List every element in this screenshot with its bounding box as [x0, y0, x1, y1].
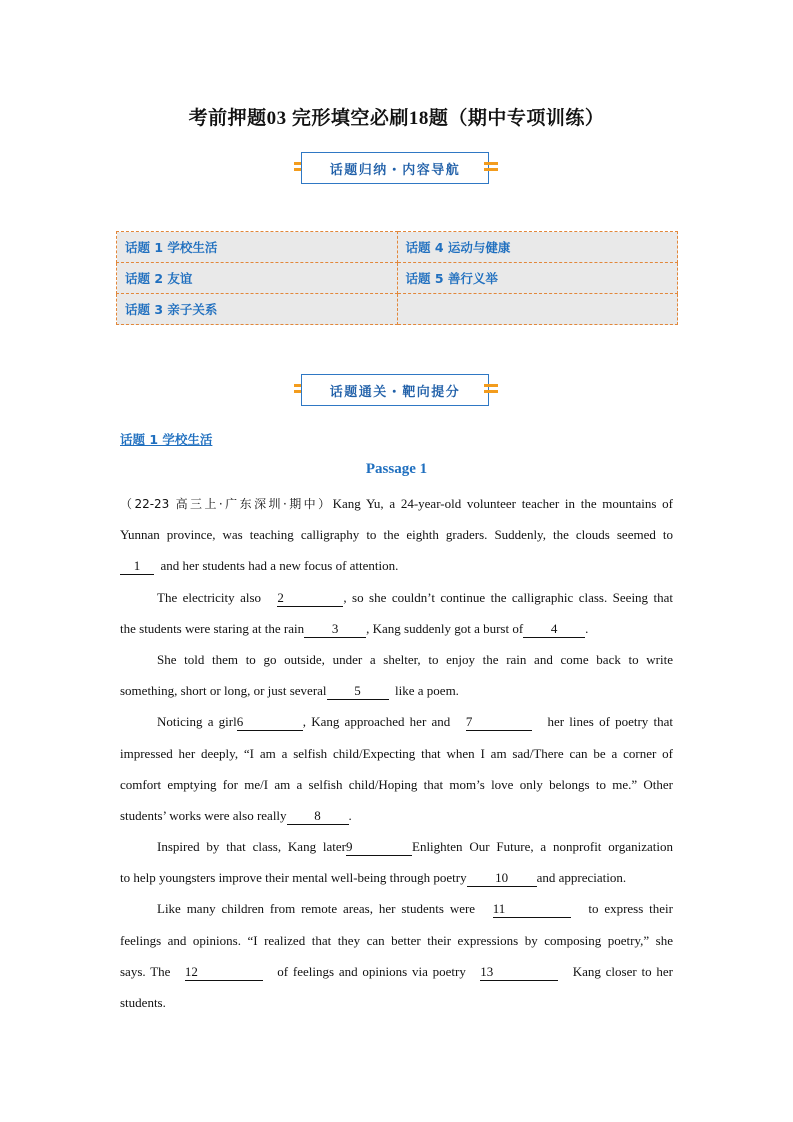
passage-line: comfort emptying for me/I am a selfish child/Hoping that mom’s love only belongs to me.” Other — [120, 776, 673, 792]
table-row — [117, 294, 678, 325]
blank-12[interactable]: 12 — [185, 964, 263, 981]
blank-8[interactable]: 8 — [287, 808, 349, 825]
topics-table — [116, 231, 678, 325]
passage-line: feelings and opinions. “I realized that they can better their expressions by composing poetry,” she — [120, 932, 673, 948]
passage-line: something, short or long, or just several 5 like a poem. — [120, 683, 459, 699]
document-title: 考前押题03 完形填空必刷18题（期中专项训练） — [188, 108, 605, 129]
blank-13[interactable]: 13 — [480, 964, 558, 981]
passage-body — [120, 488, 673, 1018]
source-label: （22-23 高三上·广东深圳·期中） — [120, 497, 333, 511]
passage-line: （22-23 高三上·广东深圳·期中）Kang Yu, a 24-year-old volunteer teacher in the mountains of — [120, 496, 673, 511]
passage-line: Like many children from remote areas, her students were 11 to express their — [157, 901, 673, 917]
banner-topic-navigation — [294, 152, 498, 186]
banner-right-decoration — [484, 384, 498, 396]
passage-line: She told them to go outside, under a shelter, to enjoy the rain and come back to write — [157, 651, 673, 667]
passage-line: Yunnan province, was teaching calligraphy to the eighth graders. Suddenly, the clouds seemed to — [120, 527, 673, 543]
blank-2[interactable]: 2 — [277, 590, 343, 607]
banner-right-decoration — [484, 162, 498, 174]
blank-10[interactable]: 10 — [467, 870, 537, 887]
topic-heading: 话题 1 学校生活 — [120, 432, 213, 447]
topic-cell: 话题 4 运动与健康 — [397, 232, 678, 263]
topic-cell — [397, 294, 678, 325]
banner-label: 话题归纳・内容导航 — [301, 152, 489, 184]
topic-cell: 话题 1 学校生活 — [117, 232, 398, 263]
blank-3[interactable]: 3 — [304, 621, 366, 638]
blank-11[interactable]: 11 — [493, 901, 571, 918]
blank-1[interactable]: 1 — [120, 558, 154, 575]
passage-line: says. The 12 of feelings and opinions via poetry 13 Kang closer to her — [120, 963, 673, 979]
table-row — [117, 263, 678, 294]
topic-cell: 话题 5 善行义举 — [397, 263, 678, 294]
passage-line: students. — [120, 995, 166, 1010]
blank-7[interactable]: 7 — [466, 714, 532, 731]
passage-line: Inspired by that class, Kang later9 Enlighten Our Future, a nonprofit organization — [157, 839, 673, 855]
blank-9[interactable]: 9 — [346, 839, 412, 856]
topic-cell: 话题 3 亲子关系 — [117, 294, 398, 325]
passage-line: impressed her deeply, “I am a selfish child/Expecting that when I am sad/There can be a corner of — [120, 745, 673, 761]
banner-topic-practice — [294, 374, 498, 408]
table-row — [117, 232, 678, 263]
passage-line: the students were staring at the rain 3 , Kang suddenly got a burst of 4 . — [120, 620, 589, 636]
passage-line: Noticing a girl6 , Kang approached her and 7 her lines of poetry that — [157, 714, 674, 730]
passage-line: students’ works were also really 8 . — [120, 807, 352, 823]
banner-label: 话题通关・靶向提分 — [301, 374, 489, 406]
blank-4[interactable]: 4 — [523, 621, 585, 638]
passage-line: to help youngsters improve their mental well-being through poetry 10 and appreciation. — [120, 870, 627, 886]
passage-line: 1 and her students had a new focus of attention. — [120, 550, 673, 581]
passage-title: Passage 1 — [365, 461, 428, 477]
blank-5[interactable]: 5 — [327, 683, 389, 700]
blank-6[interactable]: 6 — [237, 714, 303, 731]
topic-cell: 话题 2 友谊 — [117, 263, 398, 294]
passage-line: The electricity also 2 , so she couldn’t continue the calligraphic class. Seeing that — [157, 589, 674, 605]
